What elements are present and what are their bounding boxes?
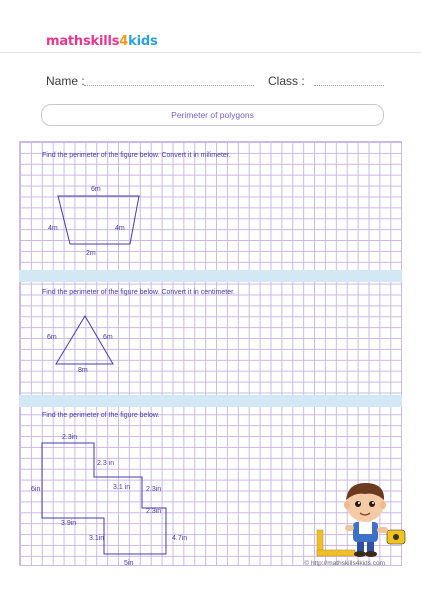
- trapezoid-bottom-label: 2m: [86, 250, 96, 257]
- logo-part-2: 4: [119, 34, 129, 49]
- polygon-side-label: 5in: [124, 560, 134, 567]
- polygon-side-label: 3.1in: [89, 535, 105, 542]
- triangle-right-label: 6m: [103, 334, 113, 341]
- polygon-side-label: 2.3 in: [97, 460, 115, 467]
- logo-part-1: mathskills: [46, 34, 120, 49]
- worksheet-title: Perimeter of polygons: [41, 104, 384, 126]
- trapezoid-top-label: 6m: [91, 186, 101, 193]
- trapezoid-right-label: 4m: [115, 225, 125, 232]
- question-3-text: Find the perimeter of the figure below.: [42, 412, 160, 419]
- logo-part-3: kids: [128, 34, 158, 49]
- polygon-side-label: 2.3in: [146, 486, 162, 493]
- polygon-side-label: 2.3in: [62, 434, 78, 441]
- polygon-side-label: 6in: [31, 486, 41, 493]
- trapezoid-left-label: 4m: [48, 225, 58, 232]
- footer: [304, 560, 385, 567]
- class-label: Class :: [268, 74, 305, 88]
- copyright-icon: ©: [304, 560, 310, 567]
- question-1-text: Find the perimeter of the figure below. Convert it in milimeter.: [42, 152, 231, 159]
- triangle-left-label: 6m: [47, 334, 57, 341]
- question-2-text: Find the perimeter of the figure below. Convert it in centimeter.: [42, 289, 235, 296]
- polygon-side-label: 2.3in: [146, 508, 162, 515]
- name-label: Name :: [46, 74, 85, 88]
- polygon-side-label: 3.9in: [61, 520, 77, 527]
- footer-url[interactable]: http://mathskills4kids.com: [310, 560, 385, 567]
- kid-with-ruler-illustration: [315, 470, 415, 560]
- polygon-side-label: 4.7in: [172, 535, 188, 542]
- polygon-side-label: 3.1 in: [113, 484, 131, 491]
- triangle-bottom-label: 8m: [78, 367, 88, 374]
